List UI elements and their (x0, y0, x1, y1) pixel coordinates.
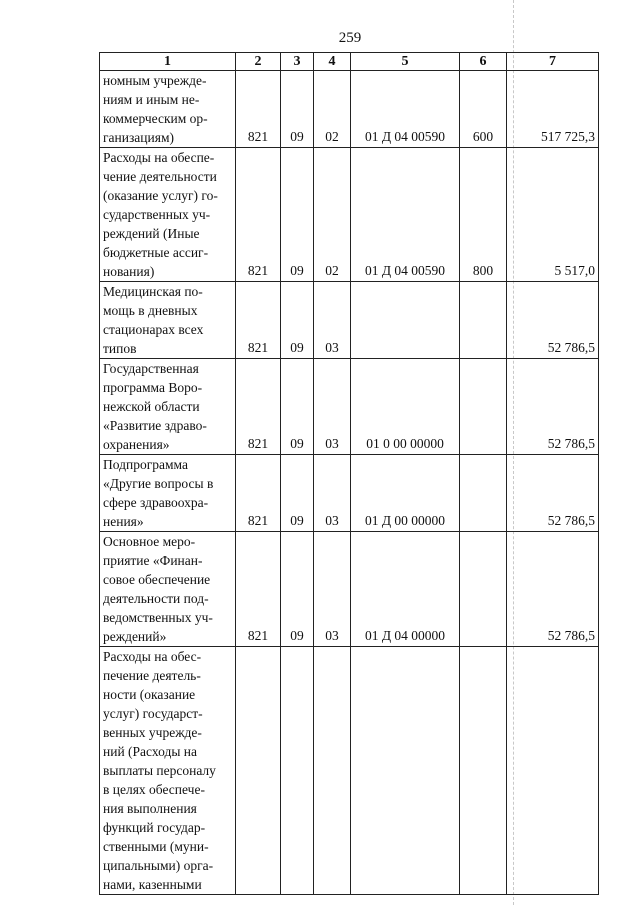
amount-cell: 517 725,3 (507, 71, 599, 148)
table-header-row (100, 53, 599, 71)
expense-type-cell (460, 647, 507, 895)
ministry-code-cell (236, 647, 281, 895)
amount-cell: 52 786,5 (507, 282, 599, 359)
row-name-cell: Медицинская по- мощь в дневных стационарах всех типов (100, 282, 236, 359)
section-cell: 09 (281, 359, 314, 455)
ministry-code-cell: 821 (236, 359, 281, 455)
amount-cell: 5 517,0 (507, 148, 599, 282)
section-cell (281, 647, 314, 895)
section-cell: 09 (281, 455, 314, 532)
target-article-cell: 01 Д 00 00000 (351, 455, 460, 532)
amount-cell: 52 786,5 (507, 455, 599, 532)
amount-cell (507, 647, 599, 895)
section-cell: 09 (281, 148, 314, 282)
table-row (100, 282, 599, 359)
row-name-cell: Государственная программа Воро- нежской области «Развитие здраво- охранения» (100, 359, 236, 455)
expense-type-cell: 800 (460, 148, 507, 282)
expense-type-cell (460, 455, 507, 532)
target-article-cell: 01 Д 04 00000 (351, 532, 460, 647)
table-row (100, 532, 599, 647)
expense-type-cell (460, 282, 507, 359)
header-col-4: 4 (314, 53, 351, 71)
expense-type-cell (460, 359, 507, 455)
header-col-2: 2 (236, 53, 281, 71)
subsection-cell: 02 (314, 148, 351, 282)
target-article-cell (351, 647, 460, 895)
ministry-code-cell: 821 (236, 71, 281, 148)
row-name-cell: номным учрежде- ниям и иным не- коммерческим ор- ганизациям) (100, 71, 236, 148)
table-row (100, 148, 599, 282)
table-row (100, 647, 599, 895)
target-article-cell (351, 282, 460, 359)
subsection-cell: 02 (314, 71, 351, 148)
page-number-text: 259 (338, 30, 362, 46)
header-col-3: 3 (281, 53, 314, 71)
header-col-7: 7 (507, 53, 599, 71)
amount-cell: 52 786,5 (507, 359, 599, 455)
subsection-cell: 03 (314, 532, 351, 647)
header-col-5: 5 (351, 53, 460, 71)
ministry-code-cell: 821 (236, 532, 281, 647)
table-row (100, 71, 599, 148)
table-row (100, 455, 599, 532)
ministry-code-cell: 821 (236, 282, 281, 359)
row-name-cell: Расходы на обеспе- чение деятельности (оказание услуг) го- сударственных уч- реждений (Иные бюджетные ассиг- нования) (100, 148, 236, 282)
target-article-cell: 01 Д 04 00590 (351, 148, 460, 282)
subsection-cell: 03 (314, 282, 351, 359)
section-cell: 09 (281, 282, 314, 359)
amount-cell: 52 786,5 (507, 532, 599, 647)
table-row (100, 359, 599, 455)
subsection-cell: 03 (314, 455, 351, 532)
section-cell: 09 (281, 71, 314, 148)
header-col-6: 6 (460, 53, 507, 71)
row-name-cell: Расходы на обес- печение деятель- ности (оказание услуг) государст- венных учрежде- ний (Расходы на выплаты персоналу в целях обеспече- ния выполнения функций государ- ственными (муни- ципальными) орга- нами, казенными (100, 647, 236, 895)
budget-table (99, 52, 599, 895)
page-number (0, 30, 640, 47)
header-col-1: 1 (100, 53, 236, 71)
ministry-code-cell: 821 (236, 148, 281, 282)
expense-type-cell: 600 (460, 71, 507, 148)
subsection-cell (314, 647, 351, 895)
subsection-cell: 03 (314, 359, 351, 455)
row-name-cell: Подпрограмма «Другие вопросы в сфере здравоохра- нения» (100, 455, 236, 532)
expense-type-cell (460, 532, 507, 647)
ministry-code-cell: 821 (236, 455, 281, 532)
target-article-cell: 01 0 00 00000 (351, 359, 460, 455)
target-article-cell: 01 Д 04 00590 (351, 71, 460, 148)
section-cell: 09 (281, 532, 314, 647)
row-name-cell: Основное меро- приятие «Финан- совое обеспечение деятельности под- ведомственных уч- реждений» (100, 532, 236, 647)
